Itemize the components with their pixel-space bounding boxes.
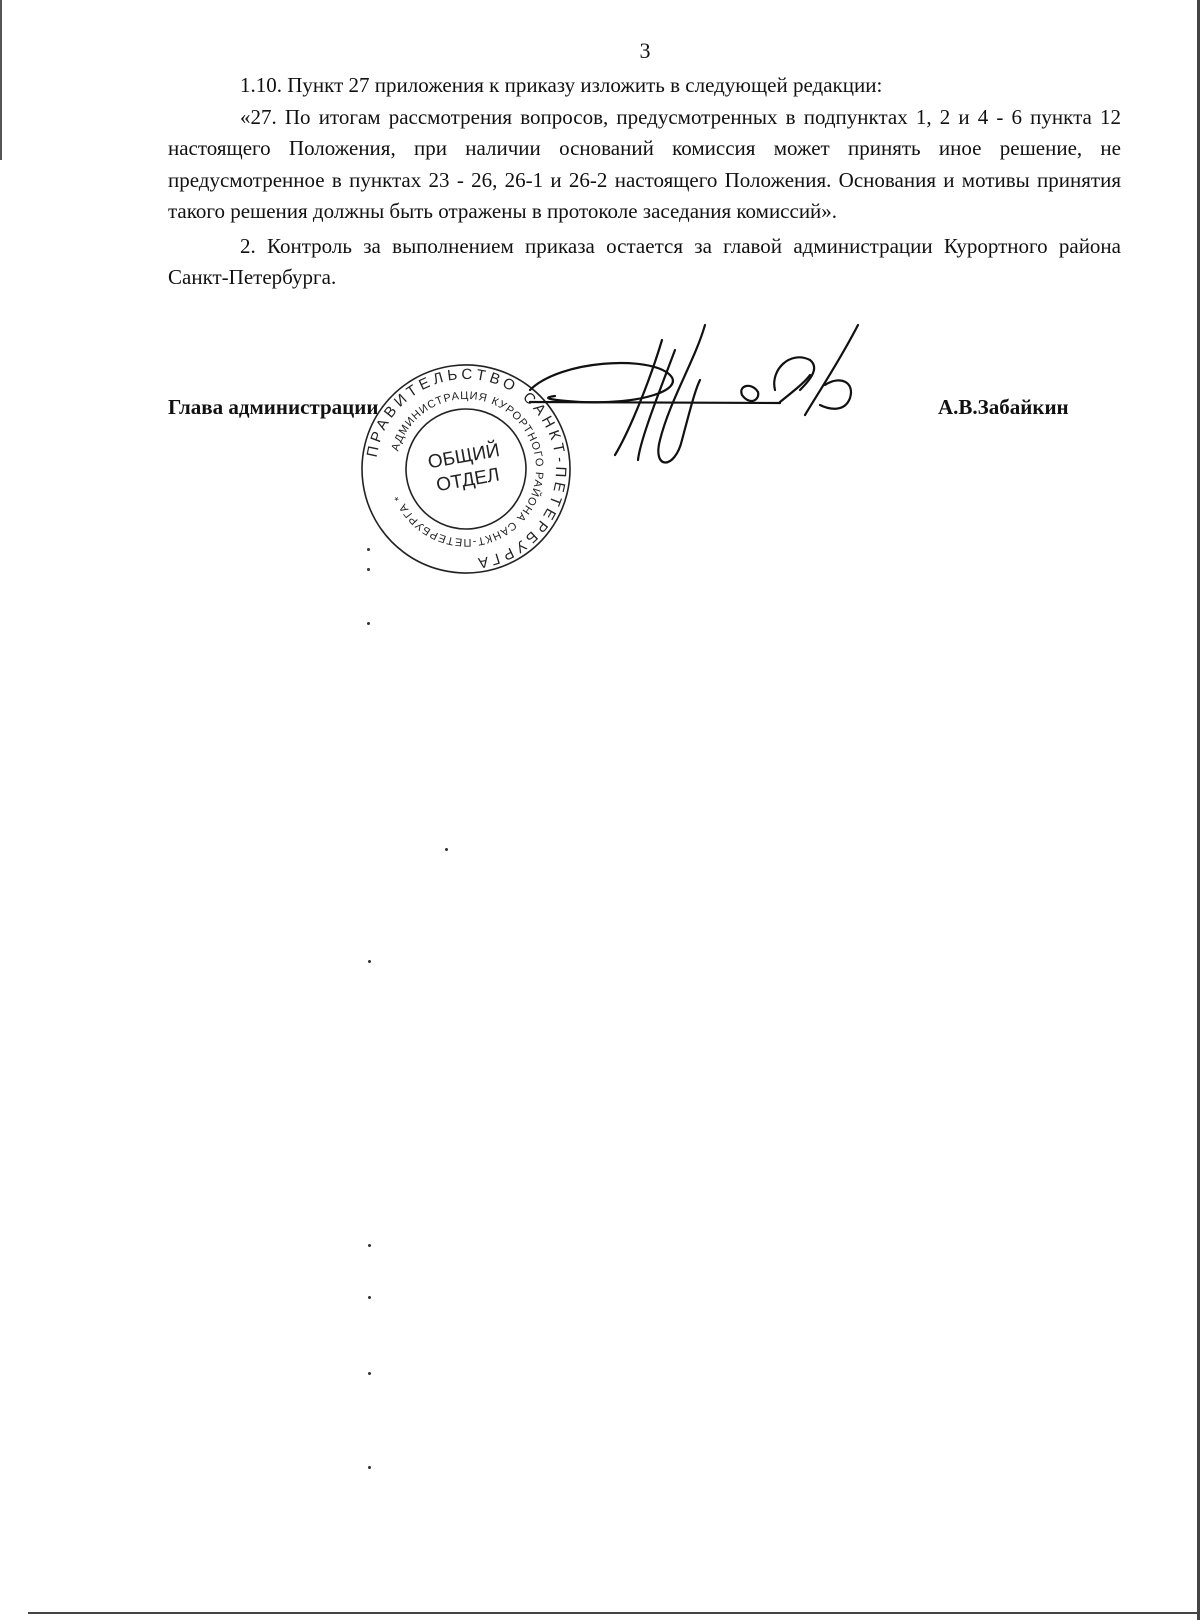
document-body (168, 70, 1121, 294)
scan-speck (367, 568, 370, 571)
stamp-inner-text: АДМИНИСТРАЦИЯ КУРОРТНОГО РАЙОНА САНКТ-ПЕТЕРБУРГА * (389, 389, 546, 549)
paragraph-2: 2. Контроль за выполнением приказа остается за главой администрации Курортного района Санкт-Петербурга. (168, 233, 1121, 289)
page-number: 3 (639, 38, 651, 63)
scan-speck (368, 1244, 371, 1247)
scan-speck (368, 1296, 371, 1299)
signer-name: А.В.Забайкин (938, 395, 1069, 419)
scan-speck (445, 848, 448, 851)
scan-speck (367, 548, 370, 551)
scan-speck (367, 622, 370, 625)
paragraph-1-10: 1.10. Пункт 27 приложения к приказу изложить в следующей редакции: (240, 73, 883, 97)
scan-edge-left (0, 0, 2, 160)
scan-speck (368, 960, 371, 963)
paragraph-27: «27. По итогам рассмотрения вопросов, предусмотренных в подпунктах 1, 2 и 4 - 6 пункта 12 настоящего Положения, при наличии оснований комиссия может принять иное решение, не предусмотренное в пунктах 23 - 26, 26-1 и 26-2 настоящего Положения. Основания и мотивы принятия такого решения должны быть отражены в протоколе заседания комиссий». (168, 104, 1121, 223)
scan-speck (368, 1466, 371, 1469)
scan-speck (368, 1372, 371, 1375)
scan-edge-bottom (28, 1612, 1200, 1614)
stamp-center-line1: ОБЩИЙ (426, 440, 502, 474)
handwritten-signature (520, 320, 900, 490)
stamp-center-line2: ОТДЕЛ (434, 464, 502, 497)
stamp-outer-text: ПРАВИТЕЛЬСТВО САНКТ-ПЕТЕРБУРГА (363, 365, 570, 572)
position-title: Глава администрации (168, 395, 379, 419)
